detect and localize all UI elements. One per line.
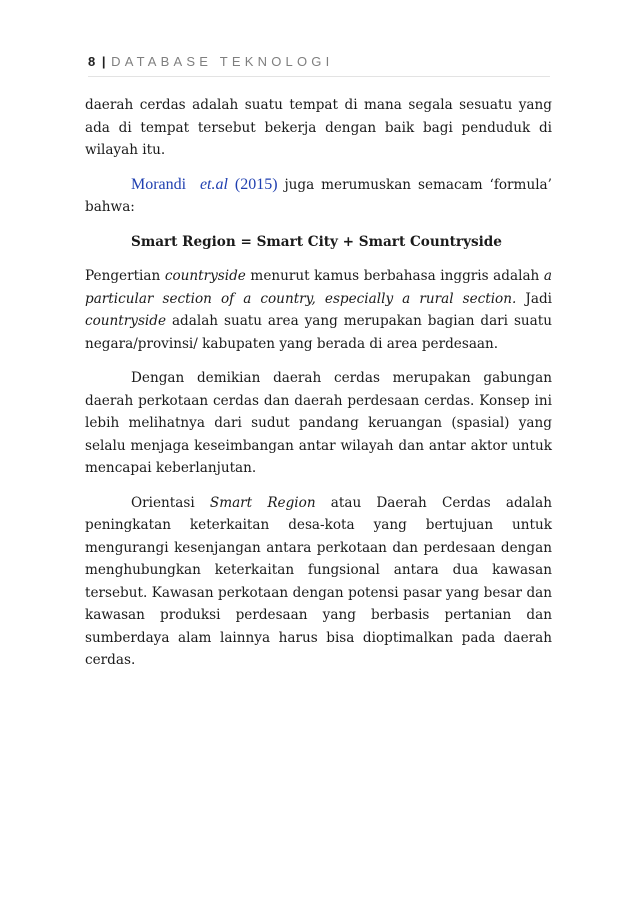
paragraph-3-text-1: Pengertian	[85, 268, 165, 284]
formula-line: Smart Region = Smart City + Smart Countryside	[131, 233, 502, 250]
paragraph-4: Dengan demikian daerah cerdas merupakan gabungan daerah perkotaan cerdas dan daerah perdesaan cerdas. Konsep ini lebih melihatnya dari sudut pandang keruangan (spasial) yang selalu menjaga keseimbangan antar wilayah dan antar aktor untuk mencapai keberlanjutan.	[85, 370, 552, 476]
paragraph-5-text-2: atau Daerah Cerdas adalah peningkatan keterkaitan desa-kota yang bertujuan untuk mengurangi kesenjangan antara perkotaan dan perdesaan dengan menghubungkan keterkaitan fungsional antara dua kawasan tersebut. Kawasan perkotaan dengan potensi pasar yang besar dan kawasan produksi perdesaan yang berbasis pertanian dan sumberdaya alam lainnya harus bisa dioptimalkan pada daerah cerdas.	[85, 494, 552, 668]
page-number: 8	[88, 54, 96, 69]
paragraph-3-text-3: Jadi	[516, 290, 552, 307]
paragraph-5	[85, 492, 552, 672]
citation-etal: et.al	[199, 175, 228, 193]
header-separator: |	[101, 54, 106, 69]
paragraph-3	[85, 265, 552, 355]
paragraph-5-text-1: Orientasi	[131, 494, 210, 511]
page-header	[88, 54, 550, 77]
running-title: DATABASE TEKNOLOGI	[111, 54, 334, 69]
citation-author: Morandi	[131, 175, 187, 193]
paragraph-3-text-2: menurut kamus berbahasa inggris adalah	[245, 268, 544, 284]
term-smart-region: Smart Region	[209, 494, 316, 511]
paragraph-2	[85, 174, 552, 219]
term-countryside-2: countryside	[85, 313, 167, 329]
definition-quote: a particular section of a country, especially a rural section.	[85, 268, 552, 307]
paragraph-3-text-4: adalah suatu area yang merupakan bagian dari suatu negara/provinsi/ kabupaten yang berada di area perdesaan.	[85, 313, 552, 352]
page-body	[85, 94, 552, 684]
citation-year: (2015)	[234, 175, 278, 193]
term-countryside-1: countryside	[164, 268, 246, 284]
paragraph-2-text: juga merumuskan semacam ‘formula’ bahwa:	[85, 176, 552, 215]
paragraph-1: daerah cerdas adalah suatu tempat di mana segala sesuatu yang ada di tempat tersebut bekerja dengan baik bagi penduduk di wilayah itu.	[85, 97, 552, 158]
